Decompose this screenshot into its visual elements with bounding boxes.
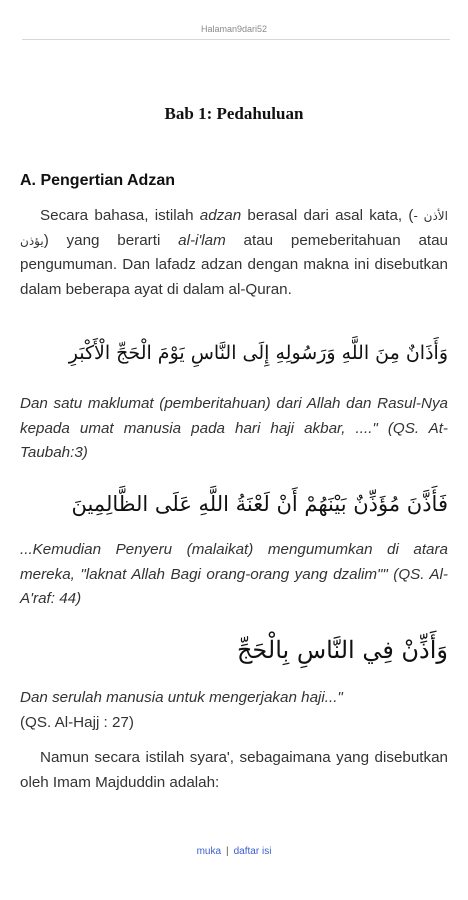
footer-separator: |	[226, 846, 229, 857]
translation-araf: ...Kemudian Penyeru (malaikat) mengumumkan di atara mereka, "laknat Allah Bagi orang-orang yang dzalim"" (QS. Al-A'raf: 44)	[20, 541, 448, 607]
verse-reference-hajj: (QS. Al-Hajj : 27)	[20, 713, 134, 731]
home-link[interactable]: muka	[196, 846, 222, 857]
chapter-title: Bab 1: Pedahuluan	[164, 104, 304, 123]
arabic-verse-araf: فَأَذَّنَ مُؤَذِّنٌ بَيْنَهُمْ أَنْ لَعْنَةُ اللَّهِ عَلَى الظَّالِمِينَ	[71, 492, 448, 516]
translation-hajj-text: Dan serulah manusia untuk mengerjakan haji..."	[20, 689, 343, 706]
translation-taubah: Dan satu maklumat (pemberitahuan) dari Allah dan Rasul-Nya kepada umat manusia pada hari haji akbar, ...." (QS. At-Taubah:3)	[20, 395, 448, 461]
table-of-contents-link[interactable]: daftar isi	[233, 846, 272, 857]
closing-paragraph: Namun secara istilah syara', sebagaimana yang disebutkan oleh Imam Majduddin adalah:	[20, 749, 448, 791]
term-adzan: adzan	[199, 207, 242, 224]
translation-hajj	[20, 686, 448, 735]
arabic-root-word: الأذن - يؤذن	[20, 209, 448, 248]
intro-paragraph	[20, 204, 448, 302]
intro-text-2: berasal dari asal kata, (	[241, 207, 414, 224]
footer-navigation	[0, 846, 468, 857]
intro-text-3: ) yang berarti	[43, 231, 179, 249]
arabic-verse-taubah: وَأَذَانٌ مِنَ اللَّهِ وَرَسُولِهِ إِلَى النَّاسِ يَوْمَ الْحَجِّ الْأَكْبَرِ	[68, 342, 448, 364]
intro-text-4: atau pemeberitahuan atau pengumuman. Dan lafadz adzan dengan makna ini disebutkan dalam beberapa ayat di dalam al-Quran.	[20, 231, 449, 298]
header-divider	[22, 39, 450, 40]
intro-text-1: Secara bahasa, istilah	[40, 207, 200, 224]
section-title: A. Pengertian Adzan	[20, 172, 175, 189]
arabic-verse-hajj: وَأَذِّنْ فِي النَّاسِ بِالْحَجِّ	[236, 636, 448, 664]
term-al-ilam: al-i'lam	[178, 231, 226, 249]
page-number-label: Halaman9dari52	[200, 24, 268, 34]
